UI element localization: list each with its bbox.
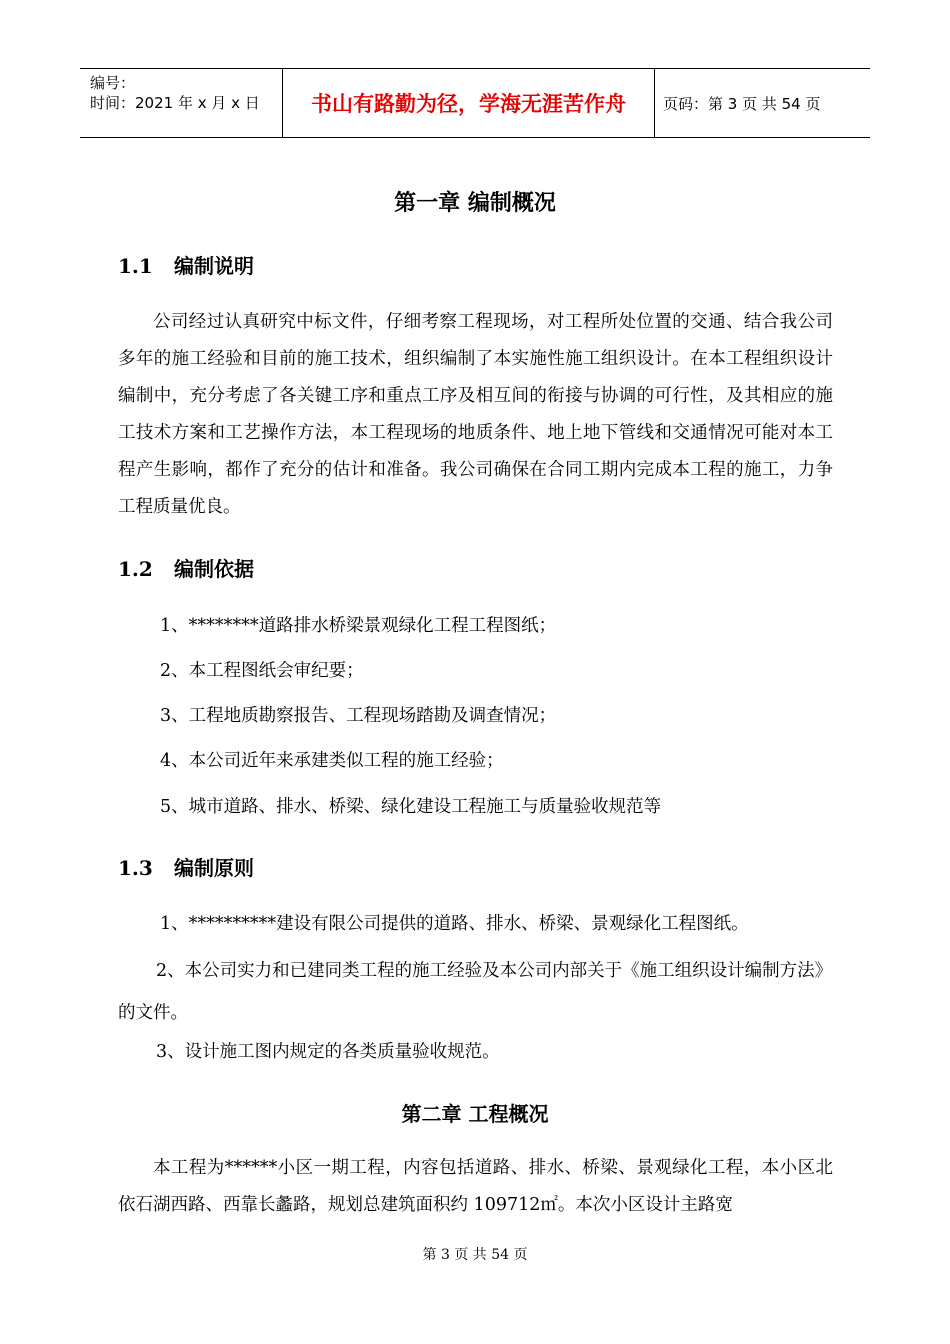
section-1-3-heading — [118, 852, 254, 881]
section-number: 1.2 — [118, 557, 153, 581]
header-page-label: 页码：第 3 页 共 54 页 — [663, 94, 821, 113]
principle-item-1: 1、**********建设有限公司提供的道路、排水、桥梁、景观绿化工程图纸。 — [160, 914, 749, 934]
section-number: 1.3 — [118, 856, 153, 880]
section-number: 1.1 — [118, 254, 153, 278]
header-meta — [80, 69, 282, 137]
principle-item-2: 2、本公司实力和已建同类工程的施工经验及本公司内部关于《施工组织设计编制方法》的文件。 — [118, 961, 833, 1023]
section-title: 编制原则 — [174, 856, 254, 880]
section-1-2-heading — [118, 553, 254, 582]
chapter-2-title: 第二章 工程概况 — [401, 1102, 549, 1126]
basis-item-2: 2、本工程图纸会审纪要； — [160, 661, 364, 681]
principle-item-3: 3、设计施工图内规定的各类质量验收规范。 — [156, 1042, 500, 1062]
basis-item-1: 1、********道路排水桥梁景观绿化工程工程图纸； — [160, 616, 557, 636]
document-number-label: 编号： — [90, 74, 136, 92]
section-title: 编制说明 — [174, 254, 254, 278]
section-1-1-body: 公司经过认真研究中标文件，仔细考察工程现场，对工程所处位置的交通、结合我公司多年的施工经验和目前的施工技术，组织编制了本实施性施工组织设计。在本工程组织设计编制中，充分考虑了各关键工序和重点工序及相互间的衔接与协调的可行性，及其相应的施工技术方案和工艺操作方法，本工程现场的地质条件、地上地下管线和交通情况可能对本工程产生影响，都作了充分的估计和准备。我公司确保在合同工期内完成本工程的施工，力争工程质量优良。 — [118, 312, 833, 517]
chapter-2-body: 本工程为******小区一期工程，内容包括道路、排水、桥梁、景观绿化工程，本小区北依石湖西路、西靠长蠡路，规划总建筑面积约 109712㎡。本次小区设计主路宽 — [118, 1158, 833, 1215]
section-1-1-heading — [118, 250, 254, 279]
chapter-1-title: 第一章 编制概况 — [394, 191, 556, 216]
basis-item-5: 5、城市道路、排水、桥梁、绿化建设工程施工与质量验收规范等 — [160, 797, 662, 817]
basis-item-4: 4、本公司近年来承建类似工程的施工经验； — [160, 751, 504, 771]
document-time-label: 时间：2021 年 x 月 x 日 — [90, 94, 260, 112]
header-motto: 书山有路勤为径，学海无涯苦作舟 — [282, 69, 655, 137]
page-footer: 第 3 页 共 54 页 — [422, 1247, 528, 1263]
document-header — [80, 68, 870, 138]
section-title: 编制依据 — [174, 557, 254, 581]
basis-item-3: 3、工程地质勘察报告、工程现场踏勘及调查情况； — [160, 706, 557, 726]
